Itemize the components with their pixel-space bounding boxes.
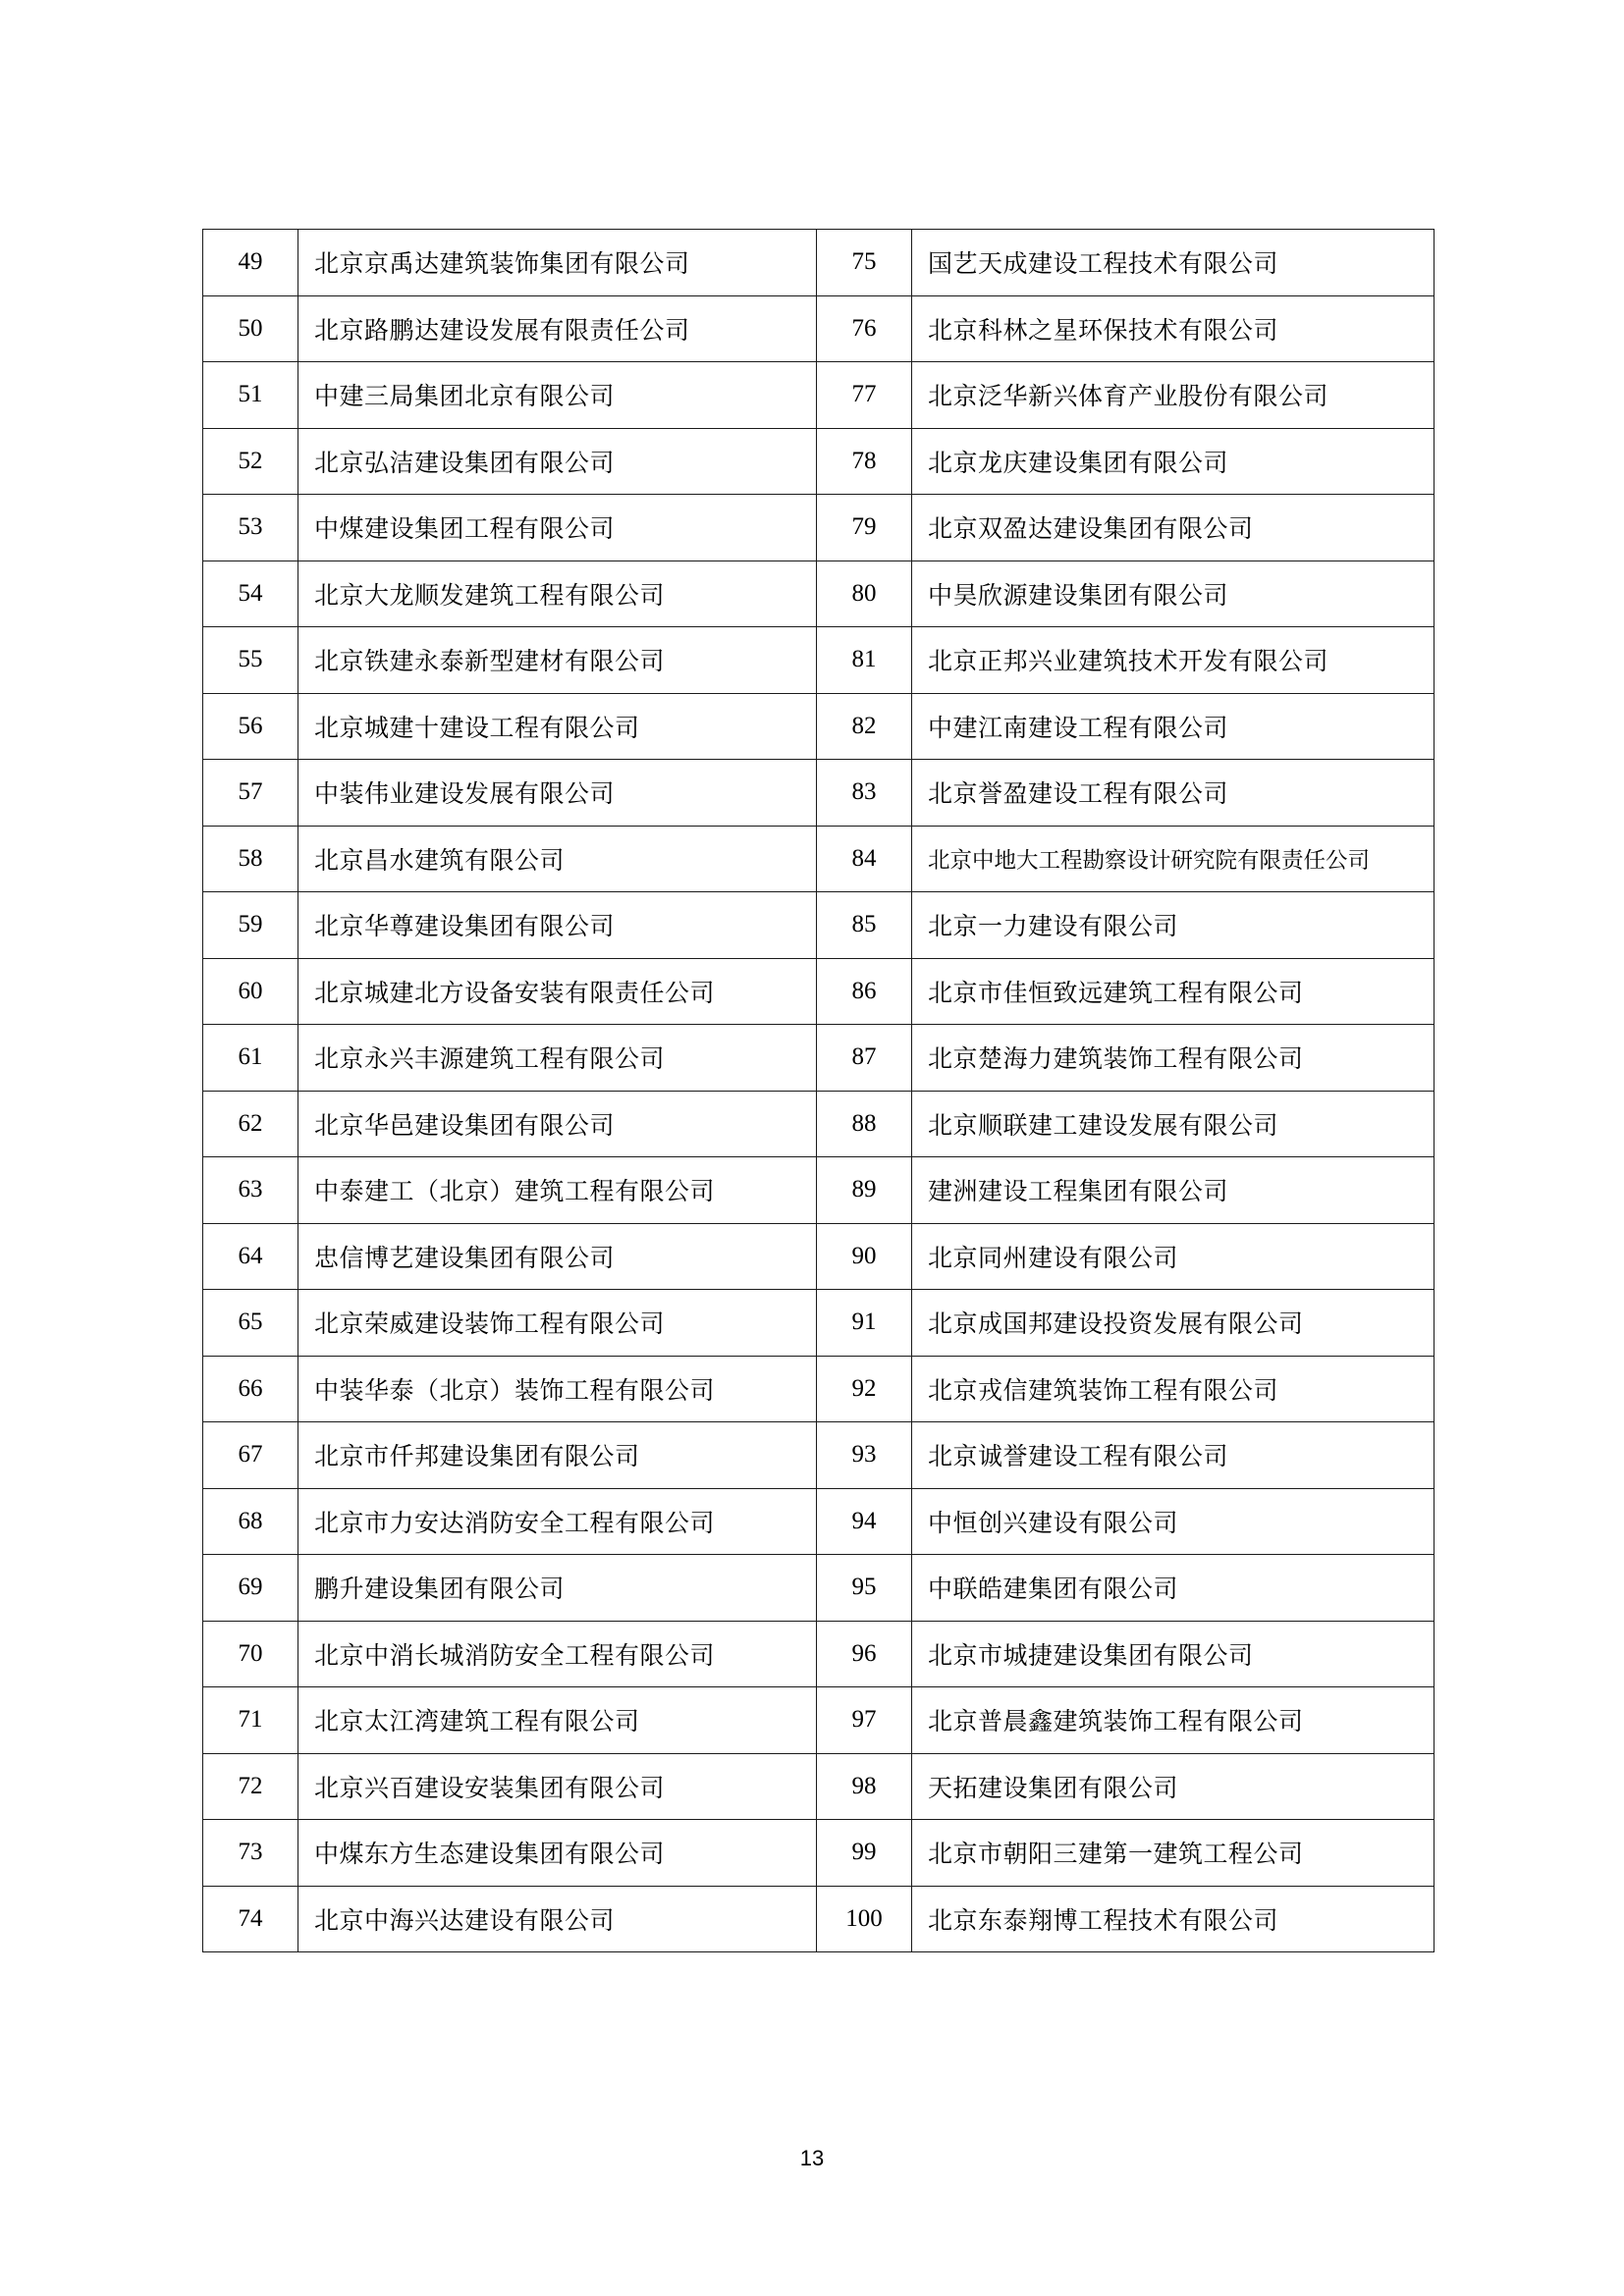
table-row: [203, 1290, 1435, 1357]
right-number-cell: 95: [817, 1555, 912, 1622]
table-row: [203, 627, 1435, 694]
right-company-name-cell: 北京同州建设有限公司: [912, 1223, 1435, 1290]
left-company-name-cell: 北京京禹达建筑装饰集团有限公司: [298, 230, 817, 296]
left-company-name-cell: 中煤建设集团工程有限公司: [298, 495, 817, 561]
table-row: [203, 892, 1435, 959]
left-company-name-cell: 中煤东方生态建设集团有限公司: [298, 1820, 817, 1887]
left-company-name-cell: 北京兴百建设安装集团有限公司: [298, 1753, 817, 1820]
left-company-name-cell: 北京城建北方设备安装有限责任公司: [298, 958, 817, 1025]
left-company-name-cell: 北京城建十建设工程有限公司: [298, 693, 817, 760]
right-number-cell: 84: [817, 826, 912, 892]
right-company-name-cell: 北京中地大工程勘察设计研究院有限责任公司: [912, 826, 1435, 892]
right-company-name-cell: 中昊欣源建设集团有限公司: [912, 561, 1435, 627]
right-company-name-cell: 北京普晨鑫建筑装饰工程有限公司: [912, 1687, 1435, 1754]
left-number-cell: 71: [203, 1687, 298, 1754]
right-company-name-cell: 北京市城捷建设集团有限公司: [912, 1621, 1435, 1687]
left-number-cell: 54: [203, 561, 298, 627]
table-row: [203, 1621, 1435, 1687]
right-number-cell: 85: [817, 892, 912, 959]
right-company-name-cell: 北京龙庆建设集团有限公司: [912, 428, 1435, 495]
left-number-cell: 72: [203, 1753, 298, 1820]
right-number-cell: 97: [817, 1687, 912, 1754]
table-row: [203, 1687, 1435, 1754]
right-number-cell: 92: [817, 1356, 912, 1422]
left-number-cell: 61: [203, 1025, 298, 1092]
table-row: [203, 1091, 1435, 1157]
right-number-cell: 80: [817, 561, 912, 627]
right-company-name-cell: 北京泛华新兴体育产业股份有限公司: [912, 362, 1435, 429]
left-number-cell: 73: [203, 1820, 298, 1887]
left-number-cell: 49: [203, 230, 298, 296]
right-number-cell: 79: [817, 495, 912, 561]
table-row: [203, 1157, 1435, 1224]
right-company-name-cell: 北京成国邦建设投资发展有限公司: [912, 1290, 1435, 1357]
left-number-cell: 56: [203, 693, 298, 760]
page-number: 13: [799, 2146, 825, 2170]
right-number-cell: 75: [817, 230, 912, 296]
table-row: [203, 1223, 1435, 1290]
right-company-name-cell: 北京双盈达建设集团有限公司: [912, 495, 1435, 561]
right-company-name-cell: 北京一力建设有限公司: [912, 892, 1435, 959]
left-company-name-cell: 中泰建工（北京）建筑工程有限公司: [298, 1157, 817, 1224]
left-number-cell: 66: [203, 1356, 298, 1422]
right-company-name-cell: 北京楚海力建筑装饰工程有限公司: [912, 1025, 1435, 1092]
left-company-name-cell: 北京华尊建设集团有限公司: [298, 892, 817, 959]
right-number-cell: 98: [817, 1753, 912, 1820]
left-number-cell: 57: [203, 760, 298, 827]
left-number-cell: 60: [203, 958, 298, 1025]
left-number-cell: 67: [203, 1422, 298, 1489]
right-number-cell: 81: [817, 627, 912, 694]
right-company-name-cell: 中恒创兴建设有限公司: [912, 1488, 1435, 1555]
table-row: [203, 428, 1435, 495]
right-company-name-cell: 国艺天成建设工程技术有限公司: [912, 230, 1435, 296]
right-number-cell: 91: [817, 1290, 912, 1357]
table-row: [203, 1886, 1435, 1952]
table-row: [203, 760, 1435, 827]
left-number-cell: 51: [203, 362, 298, 429]
left-company-name-cell: 北京中消长城消防安全工程有限公司: [298, 1621, 817, 1687]
left-company-name-cell: 鹏升建设集团有限公司: [298, 1555, 817, 1622]
right-company-name-cell: 建洲建设工程集团有限公司: [912, 1157, 1435, 1224]
left-number-cell: 53: [203, 495, 298, 561]
right-number-cell: 82: [817, 693, 912, 760]
right-number-cell: 86: [817, 958, 912, 1025]
left-company-name-cell: 北京太江湾建筑工程有限公司: [298, 1687, 817, 1754]
table-row: [203, 295, 1435, 362]
left-number-cell: 70: [203, 1621, 298, 1687]
table-row: [203, 693, 1435, 760]
left-number-cell: 52: [203, 428, 298, 495]
left-number-cell: 74: [203, 1886, 298, 1952]
left-company-name-cell: 北京路鹏达建设发展有限责任公司: [298, 295, 817, 362]
left-number-cell: 50: [203, 295, 298, 362]
table-row: [203, 1555, 1435, 1622]
left-company-name-cell: 北京铁建永泰新型建材有限公司: [298, 627, 817, 694]
table-row: [203, 1753, 1435, 1820]
table-row: [203, 495, 1435, 561]
right-number-cell: 93: [817, 1422, 912, 1489]
left-company-name-cell: 中装华泰（北京）装饰工程有限公司: [298, 1356, 817, 1422]
right-company-name-cell: 北京市朝阳三建第一建筑工程公司: [912, 1820, 1435, 1887]
table-row: [203, 362, 1435, 429]
table-row: [203, 561, 1435, 627]
right-company-name-cell: 北京东泰翔博工程技术有限公司: [912, 1886, 1435, 1952]
table-row: [203, 1356, 1435, 1422]
company-list-body: [203, 230, 1435, 1952]
table-row: [203, 1422, 1435, 1489]
right-number-cell: 96: [817, 1621, 912, 1687]
left-company-name-cell: 中装伟业建设发展有限公司: [298, 760, 817, 827]
right-number-cell: 77: [817, 362, 912, 429]
left-number-cell: 63: [203, 1157, 298, 1224]
left-number-cell: 55: [203, 627, 298, 694]
table-row: [203, 1025, 1435, 1092]
company-list-table: [202, 229, 1435, 1952]
table-row: [203, 1820, 1435, 1887]
right-number-cell: 99: [817, 1820, 912, 1887]
left-company-name-cell: 北京市力安达消防安全工程有限公司: [298, 1488, 817, 1555]
left-company-name-cell: 北京市仟邦建设集团有限公司: [298, 1422, 817, 1489]
right-number-cell: 76: [817, 295, 912, 362]
right-number-cell: 100: [817, 1886, 912, 1952]
left-number-cell: 65: [203, 1290, 298, 1357]
right-company-name-cell: 北京戎信建筑装饰工程有限公司: [912, 1356, 1435, 1422]
left-company-name-cell: 北京中海兴达建设有限公司: [298, 1886, 817, 1952]
right-company-name-cell: 北京誉盈建设工程有限公司: [912, 760, 1435, 827]
table-row: [203, 958, 1435, 1025]
left-company-name-cell: 北京华邑建设集团有限公司: [298, 1091, 817, 1157]
left-company-name-cell: 北京永兴丰源建筑工程有限公司: [298, 1025, 817, 1092]
left-company-name-cell: 北京荣威建设装饰工程有限公司: [298, 1290, 817, 1357]
table-row: [203, 1488, 1435, 1555]
right-company-name-cell: 北京科林之星环保技术有限公司: [912, 295, 1435, 362]
right-company-name-cell: 中联皓建集团有限公司: [912, 1555, 1435, 1622]
right-company-name-cell: 北京诚誉建设工程有限公司: [912, 1422, 1435, 1489]
right-company-name-cell: 北京正邦兴业建筑技术开发有限公司: [912, 627, 1435, 694]
right-number-cell: 88: [817, 1091, 912, 1157]
right-number-cell: 78: [817, 428, 912, 495]
left-number-cell: 68: [203, 1488, 298, 1555]
left-company-name-cell: 北京昌水建筑有限公司: [298, 826, 817, 892]
left-company-name-cell: 北京大龙顺发建筑工程有限公司: [298, 561, 817, 627]
right-company-name-cell: 天拓建设集团有限公司: [912, 1753, 1435, 1820]
right-company-name-cell: 北京顺联建工建设发展有限公司: [912, 1091, 1435, 1157]
table-row: [203, 230, 1435, 296]
right-number-cell: 90: [817, 1223, 912, 1290]
left-number-cell: 64: [203, 1223, 298, 1290]
left-number-cell: 58: [203, 826, 298, 892]
left-number-cell: 59: [203, 892, 298, 959]
right-company-name-cell: 北京市佳恒致远建筑工程有限公司: [912, 958, 1435, 1025]
right-number-cell: 94: [817, 1488, 912, 1555]
table-row: [203, 826, 1435, 892]
right-number-cell: 87: [817, 1025, 912, 1092]
right-number-cell: 83: [817, 760, 912, 827]
right-company-name-cell: 中建江南建设工程有限公司: [912, 693, 1435, 760]
left-company-name-cell: 北京弘洁建设集团有限公司: [298, 428, 817, 495]
right-number-cell: 89: [817, 1157, 912, 1224]
left-company-name-cell: 中建三局集团北京有限公司: [298, 362, 817, 429]
left-number-cell: 62: [203, 1091, 298, 1157]
left-company-name-cell: 忠信博艺建设集团有限公司: [298, 1223, 817, 1290]
left-number-cell: 69: [203, 1555, 298, 1622]
